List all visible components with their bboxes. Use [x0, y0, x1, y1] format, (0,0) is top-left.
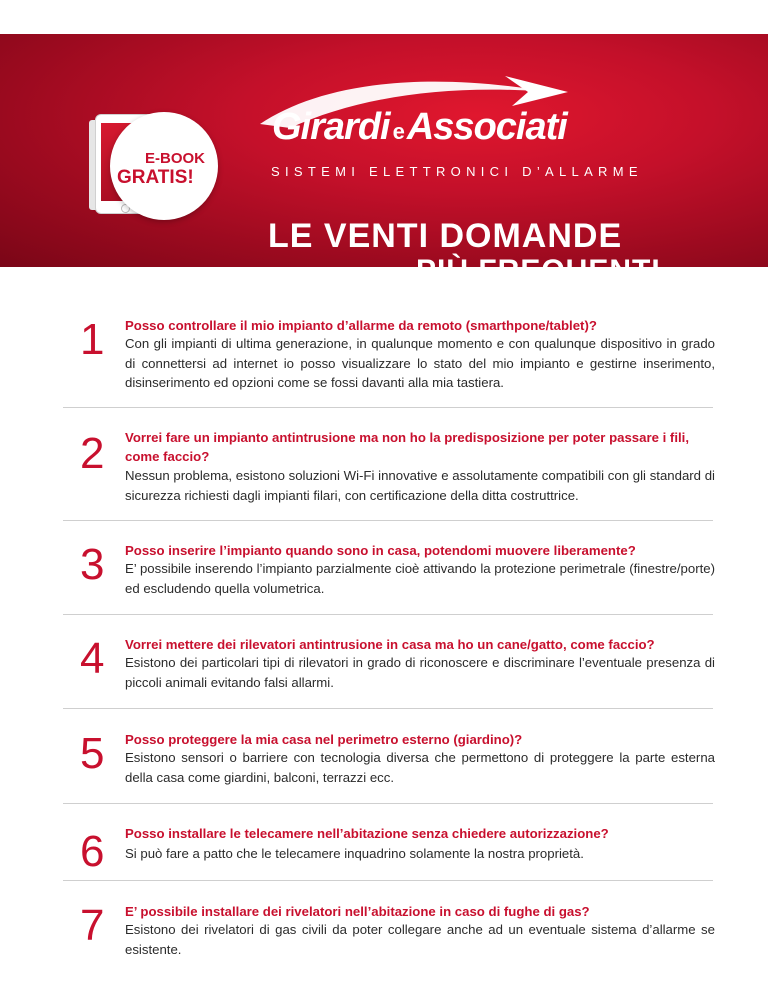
- badge-free-label: GRATIS!: [117, 167, 194, 188]
- divider: [63, 614, 713, 615]
- faq-answer: Esistono sensori o barriere con tecnologia diversa che permettono di proteggere la parte esterna della casa come giardini, balconi, terrazzi ecc.: [125, 750, 715, 785]
- faq-number: 1: [80, 315, 105, 364]
- faq-question: Posso installare le telecamere nell’abitazione senza chiedere autorizzazione?: [125, 826, 609, 841]
- faq-question: Vorrei mettere dei rilevatori antintrusione in casa ma ho un cane/gatto, come faccio?: [125, 637, 655, 652]
- faq-answer: Esistono dei rivelatori di gas civili da poter collegare anche ad un eventuale sistema d’allarme se esistente.: [125, 922, 715, 957]
- faq-question: Posso inserire l’impianto quando sono in casa, potendomi muovere liberamente?: [125, 543, 636, 558]
- page-title-line2: PIÙ FREQUENTI: [416, 254, 661, 287]
- ebook-badge: [110, 112, 218, 220]
- company-logo: [272, 106, 567, 149]
- divider: [63, 708, 713, 709]
- faq-number: 4: [80, 634, 105, 683]
- faq-answer: Si può fare a patto che le telecamere inquadrino solamente la nostra proprietà.: [125, 846, 584, 861]
- company-tagline: SISTEMI ELETTRONICI D’ALLARME: [271, 164, 643, 179]
- faq-number: 3: [80, 540, 105, 589]
- badge-label: E-BOOK: [145, 150, 205, 167]
- logo-second-text: Associati: [406, 106, 567, 148]
- divider: [63, 520, 713, 521]
- faq-number: 7: [80, 901, 105, 950]
- logo-main-text: Girardi: [272, 106, 390, 148]
- faq-answer: Con gli impianti di ultima generazione, in qualunque momento e con qualunque dispositivo in grado di connettersi ad internet io posso visualizzare lo stato del mio impianto e gestirne inserimento, disinserimento ed opzioni come se fossi davanti alla mia tastiera.: [125, 336, 715, 390]
- faq-number: 5: [80, 729, 105, 778]
- logo-e-text: e: [392, 119, 404, 144]
- faq-answer: E’ possibile inserendo l’impianto parzialmente cioè attivando la protezione perimetrale (finestre/porte) ed escludendo quella volumetrica.: [125, 561, 715, 596]
- faq-question: Posso controllare il mio impianto d’allarme da remoto (smarthpone/tablet)?: [125, 318, 597, 333]
- divider: [63, 880, 713, 881]
- divider: [63, 803, 713, 804]
- faq-number: 6: [80, 827, 105, 876]
- page-title-line1: LE VENTI DOMANDE: [268, 217, 623, 255]
- faq-answer: Esistono dei particolari tipi di rilevatori in grado di riconoscere e discriminare l’eventuale presenza di piccoli animali evitando falsi allarmi.: [125, 655, 715, 690]
- faq-answer: Nessun problema, esistono soluzioni Wi-Fi innovative e assolutamente compatibili con gli standard di sicurezza richiesti dagli impianti filari, con certificazione della ditta costruttrice.: [125, 468, 715, 503]
- faq-number: 2: [80, 429, 105, 478]
- faq-question: Posso proteggere la mia casa nel perimetro esterno (giardino)?: [125, 732, 523, 747]
- divider: [63, 407, 713, 408]
- faq-question: Vorrei fare un impianto antintrusione ma non ho la predisposizione per poter passare i fili, come faccio?: [125, 430, 689, 464]
- faq-question: E’ possibile installare dei rivelatori nell’abitazione in caso di fughe di gas?: [125, 904, 590, 919]
